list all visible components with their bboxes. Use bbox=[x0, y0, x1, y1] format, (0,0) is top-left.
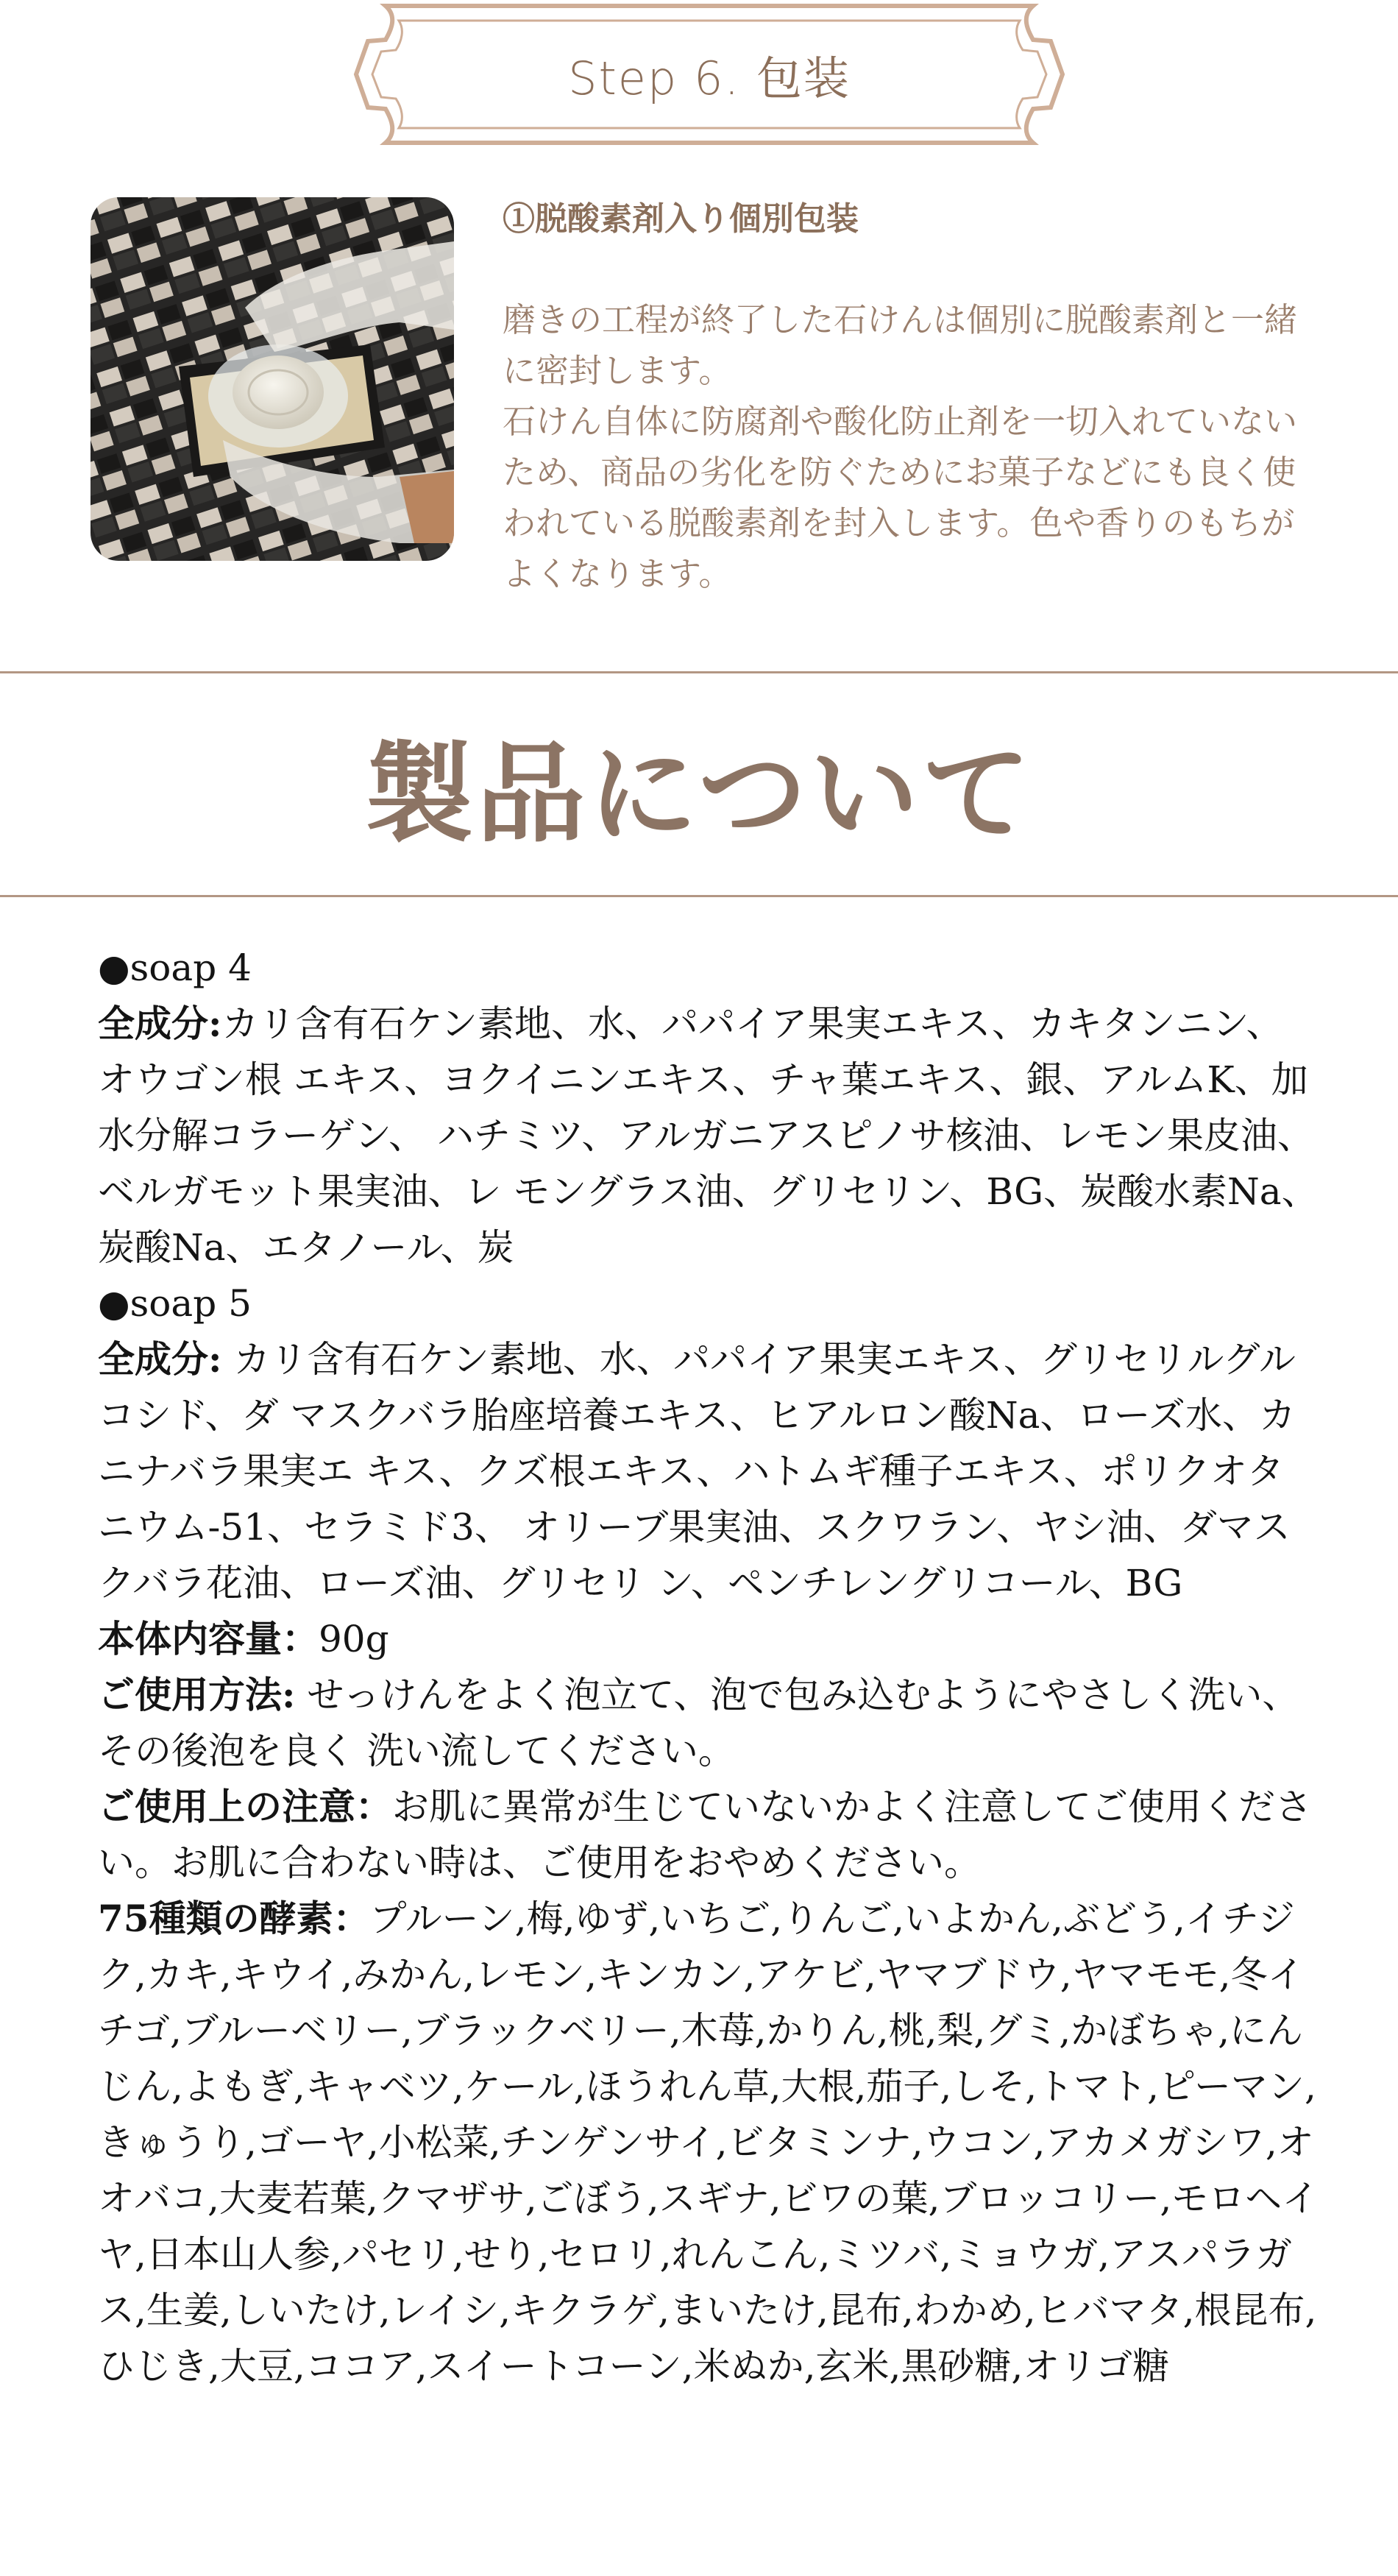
ingredients-value: カリ含有石ケン素地、水、パパイア果実エキス、グリセリルグルコシド、ダ マスクバラ胎座培養エキス、ヒアルロン酸Na、ローズ水、カニナバラ果実エ キス、クズ根エキス、ハトムギ種子エキス、ポリクオタニウム-51、セラミド3、 オリーブ果実油、スクワラン、ヤシ油、ダマスクバラ花油、ローズ油、グリセリ ン、ペンチレングリコール、BG bbox=[98, 1338, 1296, 1604]
step-subtitle: ①脱酸素剤入り個別包装 bbox=[503, 200, 859, 238]
caution-value: お肌に異常が生じていないかよく注意してご使用ください。お肌に合わない時は、ご使用をおやめください。 bbox=[98, 1786, 1312, 1884]
volume bbox=[98, 1611, 1319, 1667]
step-description-paragraph: 磨きの工程が終了した石けんは個別に脱酸素剤と一緒に密封します。 bbox=[503, 300, 1298, 390]
packaging-photo bbox=[91, 197, 454, 561]
volume-label: 本体内容量： bbox=[98, 1617, 319, 1660]
step-banner bbox=[340, 0, 1079, 149]
ingredients-value: カリ含有石ケン素地、水、パパイア果実エキス、カキタンニン、オウゴン根 エキス、ヨクイニンエキス、チャ葉エキス、銀、アルムK、加水分解コラーゲン、 ハチミツ、アルガニアスピノサ核油、レモン果皮油、ベルガモット果実油、レ モングラス油、グリセリン、BG、炭酸水素Na、炭酸Na、エタノール、炭 bbox=[98, 1002, 1319, 1269]
usage bbox=[98, 1667, 1319, 1779]
volume-value: 90g bbox=[319, 1618, 389, 1660]
step-description bbox=[503, 294, 1327, 599]
product-name: ●soap 4 bbox=[98, 946, 252, 989]
divider bbox=[0, 895, 1398, 897]
caution-label: ご使用上の注意： bbox=[98, 1785, 392, 1828]
usage-label: ご使用方法: bbox=[98, 1673, 296, 1716]
enzymes bbox=[98, 1891, 1319, 2394]
ingredients bbox=[98, 996, 1319, 1275]
step-title: Step 6. 包装 bbox=[568, 51, 851, 105]
ingredients-label: 全成分: bbox=[98, 1337, 222, 1381]
ingredients-label: 全成分: bbox=[98, 1002, 222, 1045]
step-description-paragraph: 石けん自体に防腐剤や酸化防止剤を一切入れていないため、商品の劣化を防ぐためにお菓子などにも良く使われている脱酸素剤を封入します。色や香りのもちがよくなります。 bbox=[503, 402, 1298, 593]
enzymes-value: プルーン,梅,ゆず,いちご,りんご,いよかん,ぶどう,イチジク,カキ,キウイ,みかん,レモン,キンカン,アケビ,ヤマブドウ,ヤマモモ,冬イチゴ,ブルーベリー,ブラックベリー,木苺,かりん,桃,梨,グミ,かぼちゃ,にんじん,よもぎ,キャベツ,ケール,ほうれん草,大根,茄子,しそ,トマト,ピーマン,きゅうり,ゴーヤ,小松菜,チンゲンサイ,ビタミンナ,ウコン,アカメガシワ,オオバコ,大麦若葉,クマザサ,ごぼう,スギナ,ビワの葉,ブロッコリー,モロヘイヤ,日本山人参,パセリ,せり,セロリ,れんこん,ミツバ,ミョウガ,アスパラガス,生姜,しいたけ,レイシ,キクラゲ,まいたけ,昆布,わかめ,ヒバマタ,根昆布,ひじき,大豆,ココア,スイートコーン,米ぬか,玄米,黒砂糖,オリゴ糖 bbox=[98, 1897, 1319, 2388]
enzymes-label: 75種類の酵素： bbox=[98, 1897, 370, 1940]
ingredients bbox=[98, 1331, 1319, 1611]
caution bbox=[98, 1779, 1319, 1891]
product-name: ●soap 5 bbox=[98, 1282, 252, 1325]
usage-value: せっけんをよく泡立て、泡で包み込むようにやさしく洗い、その後泡を良く 洗い流してください。 bbox=[98, 1674, 1299, 1772]
product-info bbox=[98, 940, 1319, 2394]
divider bbox=[0, 671, 1398, 673]
section-heading: 製品について bbox=[364, 729, 1034, 857]
